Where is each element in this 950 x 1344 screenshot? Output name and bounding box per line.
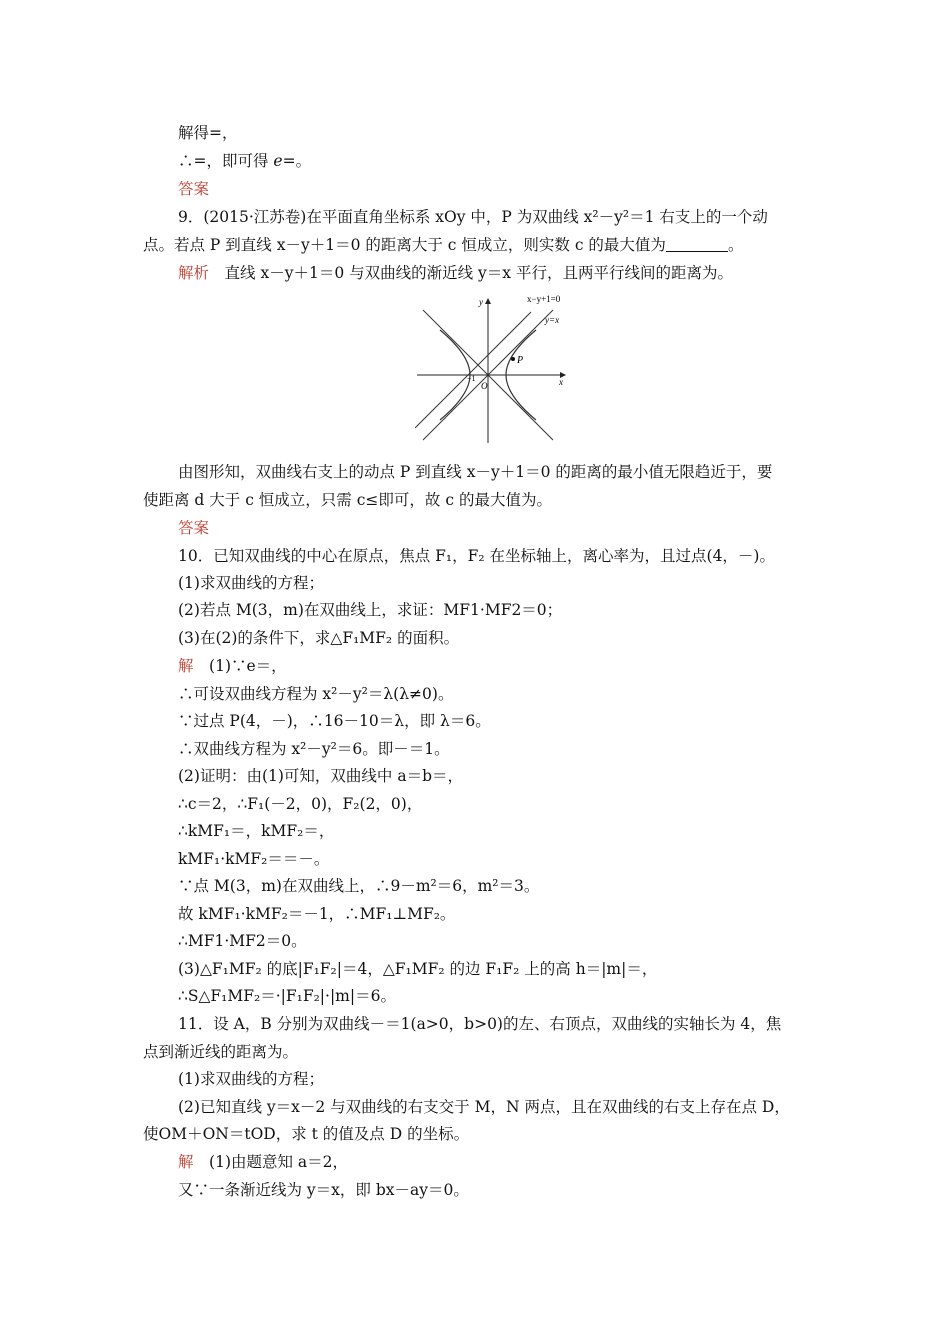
text-line: ∵过点 P(4，－)，∴16－10＝λ，即 λ＝6。: [178, 712, 491, 730]
answer-label: 答案: [178, 519, 210, 537]
analysis-line: [178, 263, 733, 283]
problem-11-line-2: 点到渐近线的距离为。: [143, 1043, 299, 1061]
hyperbola-figure: [415, 293, 575, 448]
text-line: (2)证明：由(1)可知，双曲线中 a＝b＝，: [178, 767, 464, 785]
text-line: (3)△F₁MF₂ 的底|F₁F₂|＝4，△F₁MF₂ 的边 F₁F₂ 上的高 h＝|m|＝，: [178, 960, 658, 978]
label-asymptote: y=x: [545, 315, 560, 325]
problem-10: 10．已知双曲线的中心在原点，焦点 F₁，F₂ 在坐标轴上，离心率为，且过点(4，－)。: [178, 547, 775, 565]
text-line: [178, 151, 311, 171]
text-span: 点。若点 P 到直线 x－y＋1＝0 的距离大于 c 恒成立，则实数 c 的最大值为: [143, 236, 666, 254]
problem-11-q2: (2)已知直线 y＝x－2 与双曲线的右支交于 M，N 两点，且在双曲线的右支上存在点 D，: [178, 1098, 790, 1116]
text-span: 。: [727, 236, 744, 254]
problem-10-q1: (1)求双曲线的方程；: [178, 574, 324, 592]
text-line: 使距离 d 大于 c 恒成立，只需 c≤即可，故 c 的最大值为。: [143, 491, 552, 509]
problem-11-q1: (1)求双曲线的方程；: [178, 1070, 324, 1088]
line-x-y-1: [415, 312, 531, 428]
problem-9-line-1: 9．(2015·江苏卷)在平面直角坐标系 xOy 中，P 为双曲线 x²－y²＝1 右支上的一个动: [178, 208, 768, 226]
problem-10-q2: (2)若点 M(3，m)在双曲线上，求证：MF1·MF2＝0；: [178, 601, 563, 619]
solution-label: 解: [178, 1153, 194, 1171]
label-p: P: [517, 355, 524, 366]
label-origin: O: [481, 381, 488, 391]
text-span: 直线 x－y＋1＝0 与双曲线的渐近线 y＝x 平行，且两平行线间的距离为。: [224, 264, 733, 282]
answer-label: 答案: [178, 180, 210, 198]
text-span: (1)∵e＝，: [209, 657, 287, 675]
label-y: y: [479, 297, 483, 307]
math-var: e: [273, 152, 283, 170]
text-line: 又∵一条渐近线为 y＝x，即 bx－ay＝0。: [178, 1181, 469, 1199]
analysis-label: 解析: [178, 264, 210, 282]
problem-9-line-2: [143, 235, 743, 255]
text-span: (1)由题意知 a＝2，: [209, 1153, 349, 1171]
solution-line: [178, 1152, 348, 1172]
text-line: ∴kMF₁＝，kMF₂＝，: [178, 822, 335, 840]
solution-label: 解: [178, 657, 194, 675]
text-span: =。: [282, 152, 312, 170]
problem-11-line-1: 11．设 A，B 分别为双曲线－＝1(a>0，b>0)的左、右顶点，双曲线的实轴长为 4，焦: [178, 1015, 782, 1033]
point-p: [511, 357, 515, 361]
answer-blank: [666, 237, 728, 252]
label-line: x−y+1=0: [527, 294, 561, 304]
text-line: 由图形知，双曲线右支上的动点 P 到直线 x－y＋1＝0 的距离的最小值无限趋近于，要: [178, 463, 773, 481]
text-line: ∴c＝2，∴F₁(－2，0)，F₂(2，0)，: [178, 795, 423, 813]
solution-line: [178, 656, 287, 676]
text-line: 故 kMF₁·kMF₂＝－1，∴MF₁⊥MF₂。: [178, 905, 456, 923]
text-line: 解得=，: [178, 124, 238, 142]
text-line: ∴MF1·MF2＝0。: [178, 932, 307, 950]
text-line: kMF₁·kMF₂＝＝－。: [178, 850, 330, 868]
text-line: ∴S△F₁MF₂＝·|F₁F₂|·|m|＝6。: [178, 987, 396, 1005]
text-line: ∵点 M(3，m)在双曲线上，∴9－m²＝6，m²＝3。: [178, 877, 540, 895]
text-line: ∴可设双曲线方程为 x²－y²＝λ(λ≠0)。: [178, 685, 454, 703]
text-span: ∴=，即可得: [178, 152, 274, 170]
label-x: x: [559, 377, 563, 387]
text-line: ∴双曲线方程为 x²－y²＝6。即－＝1。: [178, 740, 450, 758]
problem-10-q3: (3)在(2)的条件下，求△F₁MF₂ 的面积。: [178, 629, 460, 647]
label-minus-one: −1: [467, 374, 476, 383]
problem-11-q2-cont: 使OM＋ON＝tOD，求 t 的值及点 D 的坐标。: [143, 1125, 470, 1143]
